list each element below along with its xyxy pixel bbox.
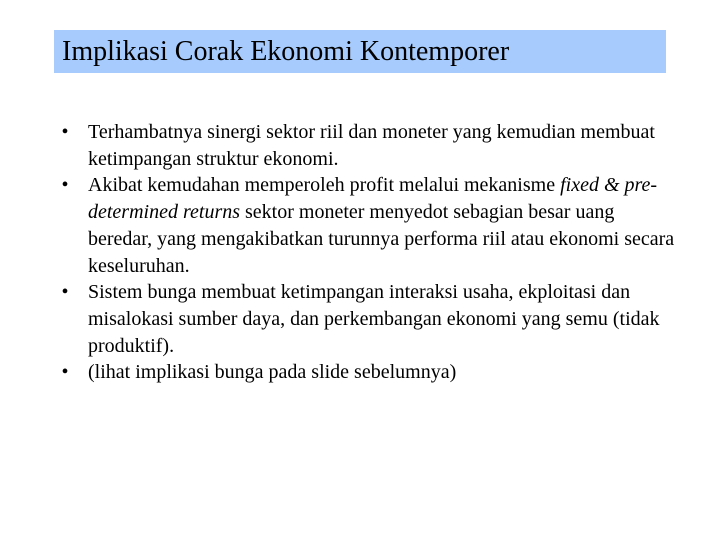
bullet-text-italic: fixed & pre-determined returns	[88, 174, 658, 224]
bullet-list	[58, 119, 678, 386]
bullet-marker: •	[61, 281, 69, 304]
bullet-item-3	[58, 279, 678, 359]
bullet-item-2	[58, 172, 678, 279]
bullet-marker: •	[61, 174, 69, 197]
bullet-text-part: Akibat kemudahan memperoleh profit melalui mekanisme	[88, 174, 561, 197]
slide-title: Implikasi Corak Ekonomi Kontemporer	[62, 35, 510, 67]
bullet-item-4	[58, 359, 678, 386]
bullet-text: Sistem bunga membuat ketimpangan interaksi usaha, ekploitasi dan misalokasi sumber daya, dan perkembangan ekonomi yang semu (tidak produktif).	[88, 281, 660, 357]
bullet-text: Terhambatnya sinergi sektor riil dan moneter yang kemudian membuat ketimpangan struktur ekonomi.	[88, 121, 655, 170]
bullet-marker: •	[61, 121, 69, 143]
bullet-marker: •	[61, 361, 69, 384]
bullet-text: (lihat implikasi bunga pada slide sebelumnya)	[88, 361, 457, 384]
bullet-item-1	[58, 119, 678, 172]
title-bar	[54, 30, 666, 73]
bullet-text-part: sektor moneter menyedot sebagian besar uang beredar, yang mengakibatkan turunnya performa riil atau ekonomi secara keseluruhan.	[88, 201, 675, 277]
